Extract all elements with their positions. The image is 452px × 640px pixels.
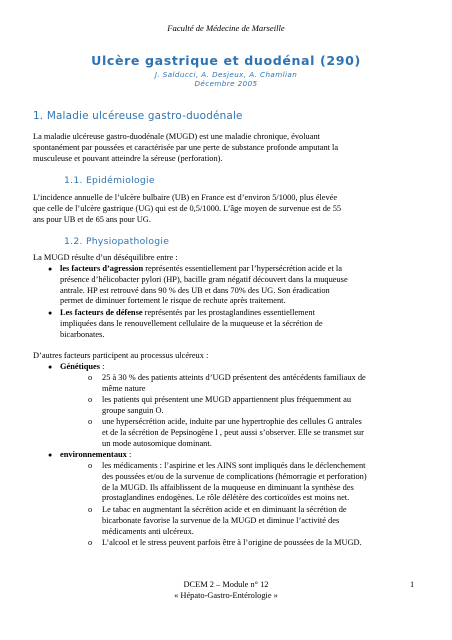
authors: J. Salducci, A. Desjeux, A. Chamlian [154, 70, 298, 79]
text-line: La MUGD résulte d’un déséquilibre entre : [33, 253, 178, 262]
bullet-environmental [48, 450, 420, 461]
footer-specialty: « Hépato-Gastro-Entérologie » [174, 591, 278, 600]
epidemiologie-paragraph [33, 193, 425, 225]
subsection-heading-physiopathologie: 1.2. Physiopathologie [64, 236, 170, 247]
text-line: et de la sécrétion de Pepsinogène I , peut aussi s’observer. Elle se transmet sur [102, 427, 364, 437]
text-line: La maladie ulcéreuse gastro-duodénale (MUGD) est une maladie chronique, évoluant [33, 132, 320, 141]
text-line: permet de diminuer fortement le risque de rechute après traitement. [60, 296, 286, 306]
subsection-heading-epidemiologie: 1.1. Epidémiologie [64, 175, 155, 186]
bullet-icon: ● [48, 363, 53, 371]
text-line: bicarbonate favorise la survenue de la MUGD et diminue l’activité des [102, 515, 340, 525]
text-line: groupe sanguin O. [102, 405, 164, 415]
text-line: une hypersécrétion acide, induite par une hypertrophie des cellules G antrales [102, 417, 362, 426]
genetic-item [88, 395, 420, 417]
section-heading-1: 1. Maladie ulcéreuse gastro-duodénale [33, 110, 243, 122]
text-line: L’alcool et le stress peuvent parfois être à l’origine de poussées de la MUGD. [102, 538, 362, 547]
bullet-bold-label: Les facteurs de défense [60, 308, 143, 317]
text-line: de la MUGD. Ils affaiblissent de la muqueuse en diminuant la synthèse des [102, 482, 354, 492]
bullet-bold-label: environnementaux [60, 450, 127, 459]
text-line: des poussées et/ou de la survenue de complications (hémorragie et perforation) [102, 471, 367, 481]
environmental-item [88, 505, 420, 537]
text-line: médicaments anti ulcéreux. [102, 526, 194, 536]
bullet-icon: ● [48, 265, 53, 273]
text-line: Le tabac en augmentant la sécrétion acide et en diminuant la sécrétion de [102, 505, 347, 514]
environmental-item [88, 538, 420, 549]
footer-module: DCEM 2 – Module n° 12 [183, 580, 269, 589]
text-line: les médicaments : l’aspirine et les AINS sont impliqués dans le déclenchement [102, 461, 366, 470]
bullet-text: : [100, 362, 105, 371]
bullet-icon: ● [48, 309, 53, 317]
bullet-icon: ● [48, 451, 53, 459]
text-line: les patients qui présentent une MUGD appartiennent plus fréquemment au [102, 395, 352, 404]
text-line: ans pour UB et de 65 ans pour UG. [33, 214, 151, 224]
bullet-defense [48, 308, 420, 340]
text-line: L’incidence annuelle de l’ulcère bulbaire (UB) en France est d’environ 5/1000, plus élevée [33, 193, 338, 202]
text-line: impliquées dans le renouvellement cellulaire de la muqueuse et la sécrétion de [60, 318, 323, 328]
sub-bullet-icon: o [88, 395, 93, 404]
physio-lead [33, 253, 425, 264]
sub-bullet-icon: o [88, 538, 93, 547]
bullet-aggression [48, 264, 420, 307]
intro-paragraph [33, 132, 425, 164]
text-line: un mode autosomique dominant. [102, 438, 212, 448]
text-line: même nature [102, 383, 146, 393]
bullet-text: : [126, 450, 132, 459]
sub-bullet-icon: o [88, 461, 93, 470]
faculty-header: Faculté de Médecine de Marseille [167, 23, 285, 33]
text-line: prostaglandines endogènes. Le rôle délétère des corticoïdes est moins net. [102, 493, 350, 503]
text-line: musculeuse et pouvant atteindre la séreuse (perforation). [33, 153, 223, 163]
bullet-bold-label: Génétiques [60, 362, 101, 371]
text-line: 25 à 30 % des patients atteints d’UGD présentent des antécédents familiaux de [102, 373, 366, 382]
genetic-item [88, 373, 420, 395]
document-title: Ulcère gastrique et duodénal (290) [91, 53, 361, 68]
others-lead [33, 351, 425, 362]
bullet-genetic [48, 362, 420, 373]
genetic-item [88, 417, 420, 449]
sub-bullet-icon: o [88, 417, 93, 426]
sub-bullet-icon: o [88, 373, 93, 382]
text-line: que celle de l’ulcère gastrique (UG) qui est de 0,5/1000. L’âge moyen de survenue est de 55 [33, 203, 342, 213]
page-number: 1 [410, 580, 415, 589]
text-line: bicarbonates. [60, 329, 105, 339]
text-line: spontanément par poussées et caractérisée par une perte de substance profonde amputant la [33, 142, 339, 152]
sub-bullet-icon: o [88, 505, 93, 514]
bullet-text: représentés essentiellement par l’hypersécrétion acide et la [143, 264, 342, 273]
document-date: Décembre 2005 [194, 79, 258, 88]
text-line: présence d’hélicobacter pylori (HP), bacille gram négatif découvert dans la muqueuse [60, 274, 348, 284]
environmental-item [88, 461, 420, 504]
bullet-bold-label: les facteurs d’agression [60, 264, 144, 273]
text-line: antrale. HP est retrouvé dans 90 % des UB et dans 70% des UG. Son éradication [60, 285, 330, 295]
bullet-text: représentés par les prostaglandines essentiellement [142, 308, 315, 317]
text-line: D’autres facteurs participent au processus ulcéreux : [33, 351, 209, 360]
